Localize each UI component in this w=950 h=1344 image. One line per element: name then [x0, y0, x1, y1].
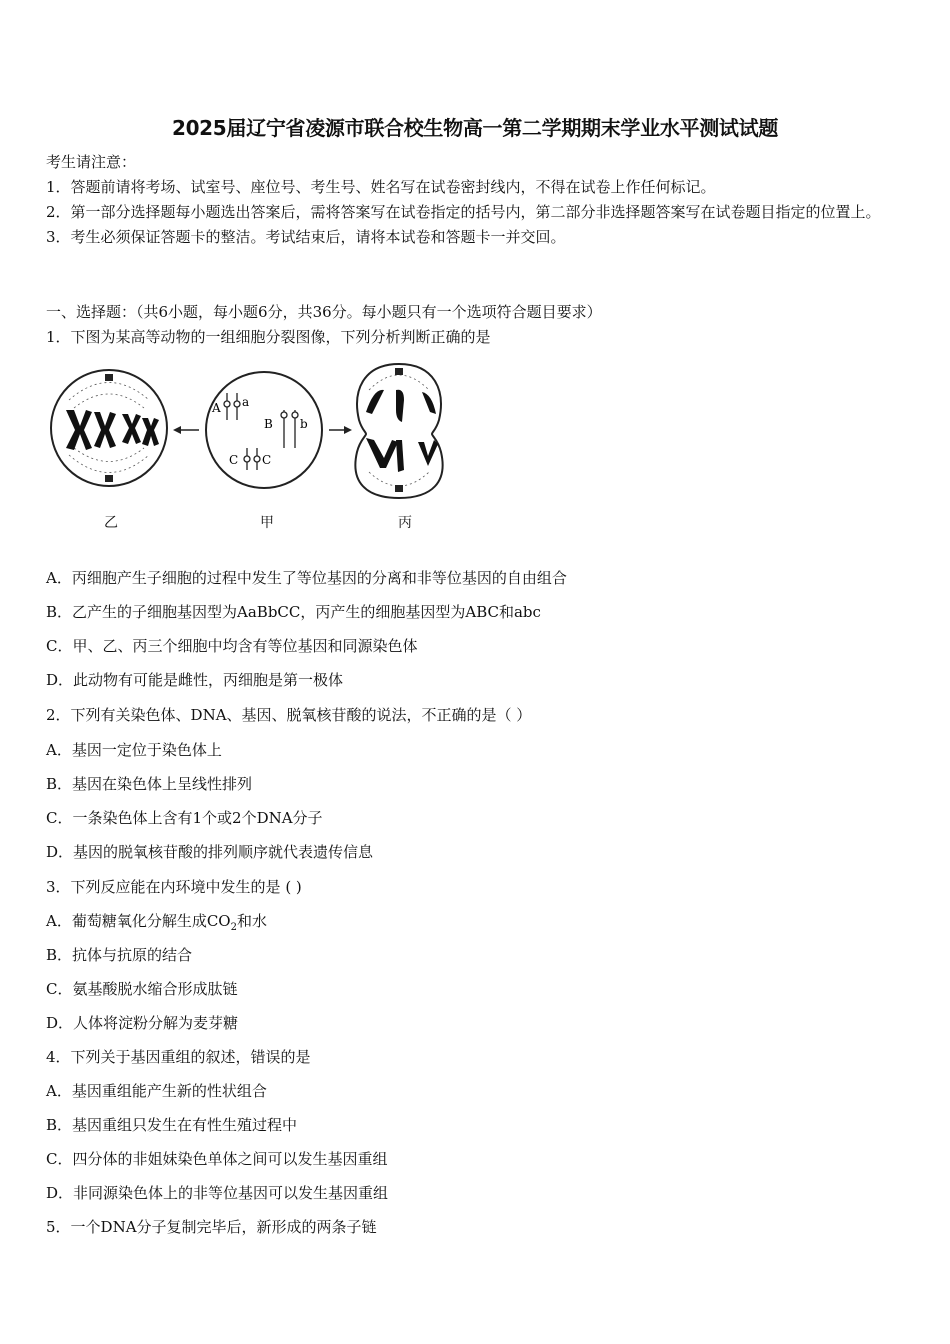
q4-stem: 4．下列关于基因重组的叙述，错误的是 — [46, 1048, 311, 1066]
gene-label-A: A — [212, 401, 221, 415]
q3-option-b[interactable]: B．抗体与抗原的结合 — [46, 946, 193, 964]
cell-bing — [355, 364, 442, 498]
figure-label-jia: 甲 — [260, 515, 274, 531]
notice-item-1: 1．答题前请将考场、试室号、座位号、考生号、姓名写在试卷密封线内，不得在试卷上作任何标记。 — [46, 178, 716, 196]
figure-label-bing: 丙 — [398, 515, 412, 531]
q1-option-c[interactable]: C．甲、乙、丙三个细胞中均含有等位基因和同源染色体 — [46, 637, 418, 655]
gene-label-C1: C — [229, 453, 239, 467]
q1-stem: 1．下图为某高等动物的一组细胞分裂图像，下列分析判断正确的是 — [46, 328, 491, 346]
notice-item-3: 3．考生必须保证答题卡的整洁。考试结束后，请将本试卷和答题卡一并交回。 — [46, 228, 566, 246]
q2-stem: 2．下列有关染色体、DNA、基因、脱氧核苷酸的说法，不正确的是（ ） — [46, 706, 532, 724]
q3-option-a-tail: 和水 — [236, 912, 267, 930]
q1-option-a[interactable]: A．丙细胞产生子细胞的过程中发生了等位基因的分离和非等位基因的自由组合 — [46, 569, 567, 587]
arrow-to-yi — [173, 426, 199, 434]
arrow-to-bing — [329, 426, 352, 434]
q2-option-d[interactable]: D．基因的脱氧核苷酸的排列顺序就代表遗传信息 — [46, 843, 374, 861]
q3-option-a[interactable] — [46, 911, 267, 938]
q5-stem: 5．一个DNA分子复制完毕后，新形成的两条子链 — [46, 1218, 377, 1236]
q3-option-a-text: A．葡萄糖氧化分解生成CO — [46, 912, 231, 930]
cell-yi — [51, 370, 167, 486]
q1-option-b[interactable]: B．乙产生的子细胞基因型为AaBbCC，丙产生的细胞基因型为ABC和abc — [46, 603, 541, 621]
notice-item-2: 2．第一部分选择题每小题选出答案后，需将答案写在试卷指定的括号内，第二部分非选择题答案写在试卷题目指定的位置上。 — [46, 203, 881, 221]
q4-option-c[interactable]: C．四分体的非姐妹染色单体之间可以发生基因重组 — [46, 1150, 388, 1168]
notice-block — [46, 150, 906, 250]
gene-label-C2: C — [262, 453, 272, 467]
cell-jia — [206, 372, 322, 488]
q4-option-b[interactable]: B．基因重组只发生在有性生殖过程中 — [46, 1116, 298, 1134]
q2-option-a[interactable]: A．基因一定位于染色体上 — [46, 741, 222, 759]
q4-option-a[interactable]: A．基因重组能产生新的性状组合 — [46, 1082, 267, 1100]
section-heading: 一、选择题：（共6小题，每小题6分，共36分。每小题只有一个选项符合题目要求） — [46, 303, 602, 321]
q3-stem: 3．下列反应能在内环境中发生的是 ( ) — [46, 878, 302, 896]
gene-label-b: b — [300, 417, 308, 431]
notice-heading: 考生请注意： — [46, 153, 137, 171]
q1-option-d[interactable]: D．此动物有可能是雌性，丙细胞是第一极体 — [46, 671, 344, 689]
exam-title: 2025届辽宁省凌源市联合校生物高一第二学期期末学业水平测试试题 — [171, 116, 779, 140]
q2-option-b[interactable]: B．基因在染色体上呈线性排列 — [46, 775, 253, 793]
q2-option-c[interactable]: C．一条染色体上含有1个或2个DNA分子 — [46, 809, 323, 827]
q3-option-d[interactable]: D．人体将淀粉分解为麦芽糖 — [46, 1014, 239, 1032]
gene-label-a: a — [242, 395, 250, 409]
q3-option-a-subscript: 2 — [230, 922, 237, 933]
gene-label-B: B — [264, 417, 273, 431]
q3-option-c[interactable]: C．氨基酸脱水缩合形成肽链 — [46, 980, 238, 998]
figure-label-yi: 乙 — [104, 515, 118, 531]
q4-option-d[interactable]: D．非同源染色体上的非等位基因可以发生基因重组 — [46, 1184, 389, 1202]
